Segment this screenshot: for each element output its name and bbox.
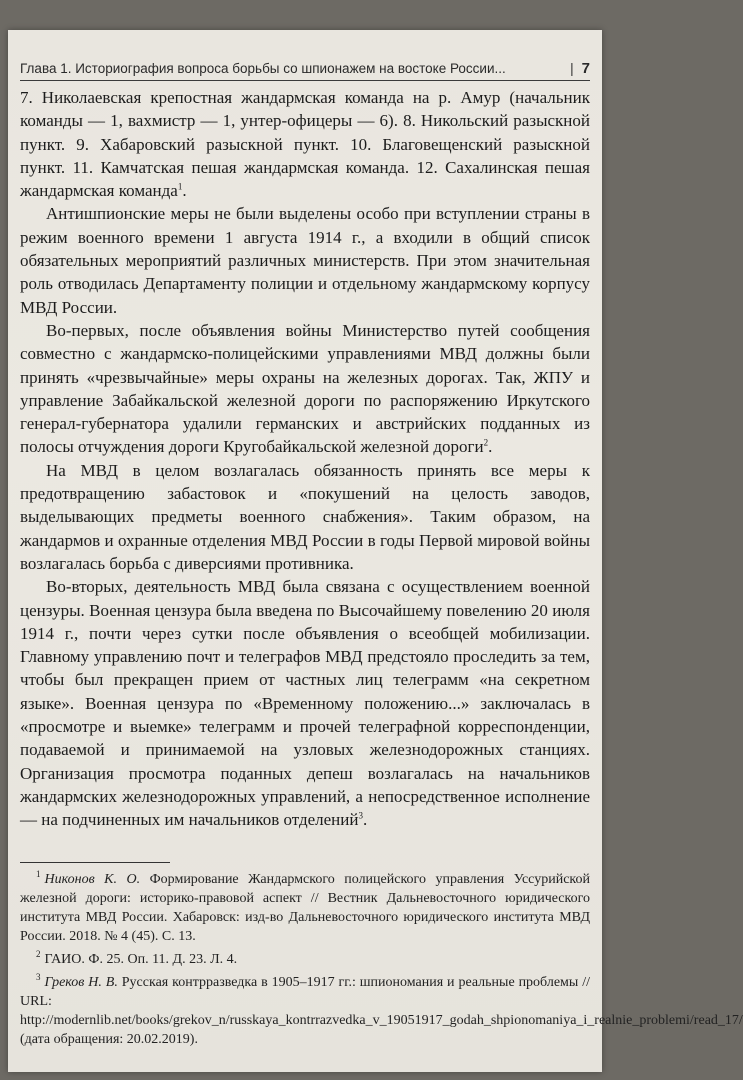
footnote-number: 2 <box>36 949 41 960</box>
header-rule <box>20 80 590 81</box>
chapter-title: Глава 1. Историография вопроса борьбы со шпионажем на востоке России... <box>20 61 506 76</box>
paragraph-4: На МВД в целом возлагалась обязанность принять все меры к предотвращению забастовок и «покушений на целость заводов, выделывающих предметы военного снабжения». Таким образом, на жандармов и охранные отделения МВД России в годы Первой мировой войны возлагалась борьба с диверсиями противника. <box>20 460 590 573</box>
footnote-3 <box>20 972 743 1049</box>
footnote-author: Никонов К. О. <box>44 872 141 887</box>
paragraph-5: Во-вторых, деятельность МВД была связана с осуществлением военной цензуры. Военная цензура была введена по Высочайшему повелению 20 июля 1914 г., почти через сутки после объявления о всеобщей мобилизации. Главному управлению почт и телеграфов МВД предстояло проследить за тем, чтобы был прекращен прием от частных лиц телеграмм «на секретном языке». Военная цензура по «Временному положению...» заключалась в «просмотре и выемке» телеграмм и прочей телеграфной корреспонденции, подаваемой и принимаемой на узловых железнодорожных станциях. Организация просмотра поданных депеш возлагалась на начальников жандармских железнодорожных управлений, а непосредственное исполнение — на подчиненных им начальников отделений$^3$. <box>20 577 590 830</box>
paragraph-3-text: Во-первых, после объявления войны Министерство путей сообщения совместно с жандармско-полицейскими управлениями МВД должны были принять «чрезвычайные» меры охраны на железных дорогах. Так, ЖПУ и управление Забайкальской железной дороги по распоряжению Иркутского генерал-губернатора удалили германских и австрийских подданных из полосы отчуждения дороги Кругобайкальской железной дороги <box>20 320 590 457</box>
page-number: 7 <box>581 60 590 77</box>
paragraph-1: 7. Николаевская крепостная жандармская команда на р. Амур (начальник команды — 1, вахмистр — 1, унтер-офицеры — 6). 8. Никольский разыскной пункт. 9. Хабаровский разыскной пункт. 10. Благовещенский разыскной пункт. 11. Камчатская пешая жандармская команда. 12. Сахалинская пешая жандармская команда$^1$. <box>20 88 590 201</box>
footnote-number: 1 <box>36 869 41 880</box>
paragraph-5-text: Во-вторых, деятельность МВД была связана с осуществлением военной цензуры. Военная цензура была введена по Высочайшему повелению 20 июля 1914 г., почти через сутки после объявления о всеобщей мобилизации. Главному управлению почт и телеграфов МВД предстояло проследить за тем, чтобы был прекращен прием от частных лиц телеграмм «на секретном языке». Военная цензура по «Временному положению...» заключалась в «просмотре и выемке» телеграмм и прочей телеграфной корреспонденции, подаваемой и принимаемой на узловых железнодорожных станциях. Организация просмотра поданных депеш возлагалась на начальников жандармских железнодорожных управлений, а непосредственное исполнение — на подчиненных им начальников отделений <box>20 577 590 830</box>
book-page <box>8 30 743 1072</box>
running-head <box>20 60 590 77</box>
main-text <box>20 86 590 832</box>
footnote-text: Формирование Жандармского полицейского управления Уссурийской железной дороги: историко-правовой аспект // Вестник Дальневосточного юридического института МВД России. Хабаровск: изд-во Дальневосточного юридического института МВД России. 2018. № 4 (45). С. 13. <box>20 872 590 944</box>
paragraph-2: Антишпионские меры не были выделены особо при вступлении страны в режим военного времени 1 августа 1914 г., а входили в общий список обязательных мероприятий различных министерств. При этом значительная роль отводилась Департаменту полиции и отдельному жандармскому корпусу МВД России. <box>20 204 590 317</box>
footnote-number: 3 <box>36 972 41 983</box>
footnote-rule <box>20 862 170 863</box>
footnote-text: Русская контрразведка в 1905–1917 гг.: шпиономания и реальные проблемы // URL: http://modernlib.net/books/grekov_n/russkaya_kontrrazvedka_v_19051917_godah_shpionomaniya_i_realnie_problemi/read_17/ (дата обращения: 20.02.2019). <box>20 975 743 1047</box>
footnote-1 <box>20 870 590 946</box>
paragraph-1-text: 7. Николаевская крепостная жандармская команда на р. Амур (начальник команды — 1, вахмистр — 1, унтер-офицеры — 6). 8. Никольский разыскной пункт. 9. Хабаровский разыскной пункт. 10. Благовещенский разыскной пункт. 11. Камчатская пешая жандармская команда. 12. Сахалинская пешая жандармская команда <box>20 88 590 201</box>
paragraph-3: Во-первых, после объявления войны Министерство путей сообщения совместно с жандармско-полицейскими управлениями МВД должны были принять «чрезвычайные» меры охраны на железных дорогах. Так, ЖПУ и управление Забайкальской железной дороги по распоряжению Иркутского генерал-губернатора удалили германских и австрийских подданных из полосы отчуждения дороги Кругобайкальской железной дороги$^2$. <box>20 320 590 457</box>
footnote-ref-2[interactable]: 2 <box>483 437 489 448</box>
footnote-ref-3[interactable]: 3 <box>358 810 363 821</box>
footnote-text: ГАИО. Ф. 25. Оп. 11. Д. 23. Л. 4. <box>44 952 238 967</box>
header-separator: | <box>570 61 574 76</box>
footnotes <box>20 869 743 1053</box>
footnote-ref-1[interactable]: 1 <box>177 181 183 192</box>
footnote-author: Греков Н. В. <box>44 975 118 990</box>
footnote-2 <box>20 950 590 969</box>
